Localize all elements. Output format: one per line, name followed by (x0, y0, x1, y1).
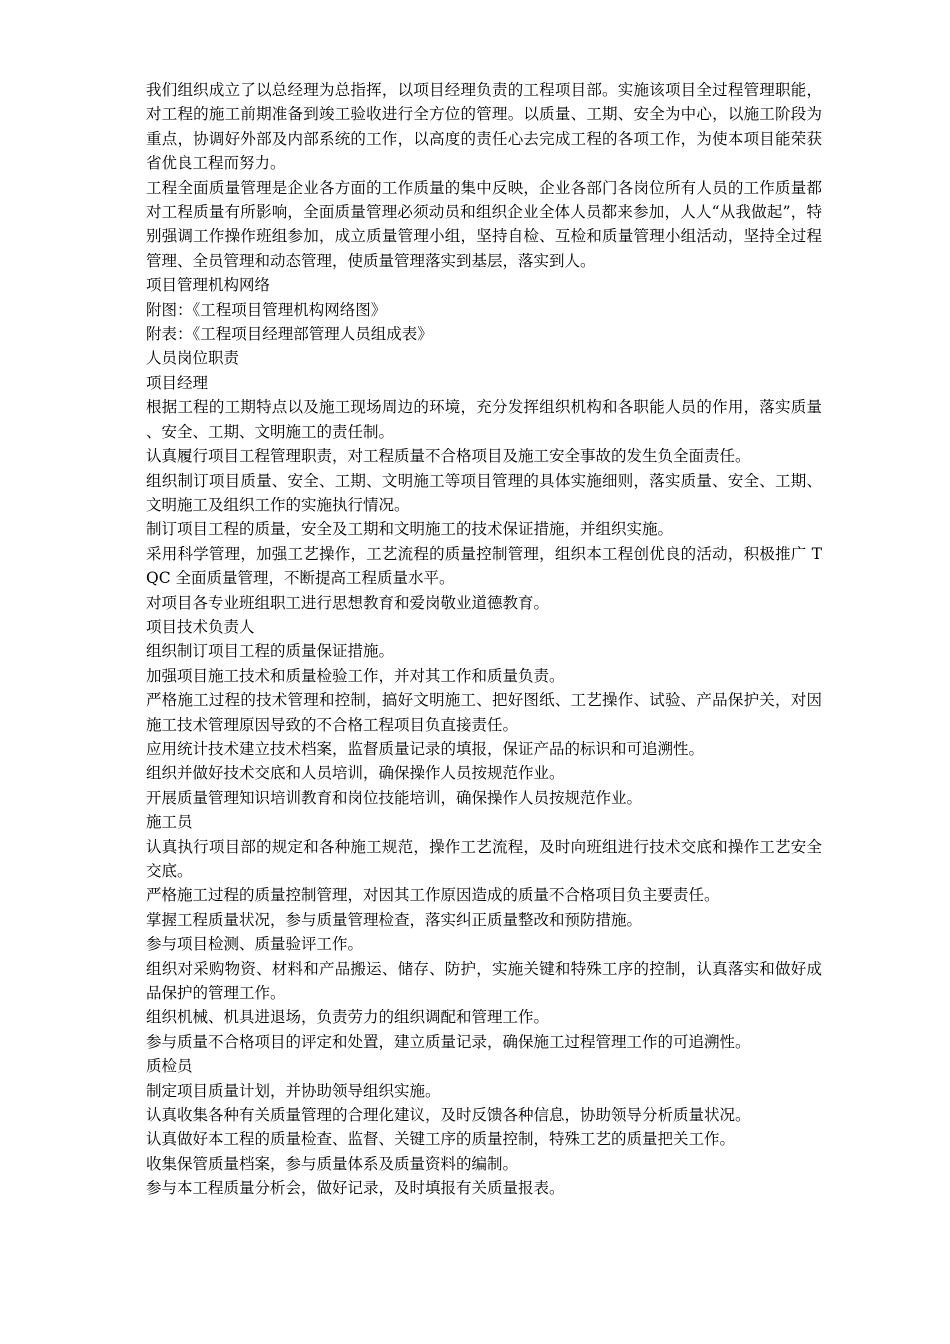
document-body (146, 78, 822, 1201)
duty-item: 严格施工过程的质量控制管理，对因其工作原因造成的质量不合格项目负主要责任。 (146, 886, 720, 905)
attachment-table: 附表：《工程项目经理部管理人员组成表》 (146, 325, 433, 344)
duty-item: 认真做好本工程的质量检查、监督、关键工序的质量控制，特殊工艺的质量把关工作。 (146, 1130, 736, 1149)
duty-item: 参与项目检测、质量验评工作。 (146, 935, 364, 954)
heading-quality-inspector: 质检员 (146, 1057, 193, 1076)
duty-item: 收集保管质量档案，参与质量体系及质量资料的编制。 (146, 1154, 519, 1173)
duty-item: 开展质量管理知识培训教育和岗位技能培训，确保操作人员按规范作业。 (146, 788, 643, 807)
heading-construction-worker: 施工员 (146, 813, 193, 832)
duty-item: 应用统计技术建立技术档案，监督质量记录的填报，保证产品的标识和可追溯性。 (146, 739, 705, 758)
duty-item: 组织机械、机具进退场，负责劳力的组织调配和管理工作。 (146, 1008, 550, 1027)
duty-item: 对项目各专业班组职工进行思想教育和爱岗敬业道德教育。 (146, 593, 550, 612)
duty-item: 制订项目工程的质量，安全及工期和文明施工的技术保证措施，并组织实施。 (146, 520, 674, 539)
duty-item: 参与质量不合格项目的评定和处置，建立质量记录，确保施工过程管理工作的可追溯性。 (146, 1032, 751, 1051)
duty-item: 组织对采购物资、材料和产品搬运、储存、防护，实施关键和特殊工序的控制，认真落实和做好成品保护的管理工作。 (146, 959, 822, 1003)
duty-item: 认真收集各种有关质量管理的合理化建议，及时反馈各种信息，协助领导分析质量状况。 (146, 1106, 751, 1125)
heading-job-duties: 人员岗位职责 (146, 349, 240, 368)
heading-project-manager: 项目经理 (146, 373, 209, 392)
duty-item: 加强项目施工技术和质量检验工作，并对其工作和质量负责。 (146, 666, 565, 685)
duty-item: 组织并做好技术交底和人员培训，确保操作人员按规范作业。 (146, 764, 565, 783)
heading-technical-lead: 项目技术负责人 (146, 617, 255, 636)
duty-item: 严格施工过程的技术管理和控制，搞好文明施工、把好图纸、工艺操作、试验、产品保护关，对因施工技术管理原因导致的不合格工程项目负直接责任。 (146, 691, 822, 734)
duty-item: 根据工程的工期特点以及施工现场周边的环境，充分发挥组织机构和各职能人员的作用，落实质量、安全、工期、文明施工的责任制。 (146, 398, 822, 441)
duty-item: 掌握工程质量状况，参与质量管理检查，落实纠正质量整改和预防措施。 (146, 910, 643, 929)
duty-item: 组织制订项目工程的质量保证措施。 (146, 642, 395, 661)
duty-item: 认真执行项目部的规定和各种施工规范，操作工艺流程，及时向班组进行技术交底和操作工艺安全交底。 (146, 837, 822, 880)
paragraph-quality-management: 工程全面质量管理是企业各方面的工作质量的集中反映，企业各部门各岗位所有人员的工作质量都对工程质量有所影响，全面质量管理必须动员和组织企业全体人员都来参加，人人“从我做起”，特别强调工作操作班组参加，成立质量管理小组，坚持自检、互检和质量管理小组活动，坚持全过程管理、全员管理和动态管理，使质量管理落实到基层，落实到人。 (146, 178, 822, 270)
duty-item: 认真履行项目工程管理职责，对工程质量不合格项目及施工安全事故的发生负全面责任。 (146, 447, 751, 466)
heading-org-network: 项目管理机构网络 (146, 276, 271, 295)
paragraph-intro: 我们组织成立了以总经理为总指挥，以项目经理负责的工程项目部。实施该项目全过程管理职能，对工程的施工前期准备到竣工验收进行全方位的管理。以质量、工期、安全为中心，以施工阶段为重点，协调好外部及内部系统的工作，以高度的责任心去完成工程的各项工作，为使本项目能荣获省优良工程而努力。 (146, 81, 822, 173)
duty-item: 组织制订项目质量、安全、工期、文明施工等项目管理的具体实施细则，落实质量、安全、工期、文明施工及组织工作的实施执行情况。 (146, 471, 822, 514)
duty-item: 参与本工程质量分析会，做好记录，及时填报有关质量报表。 (146, 1179, 565, 1198)
duty-item: 采用科学管理，加强工艺操作，工艺流程的质量控制管理，组织本工程创优良的活动，积极推广 TQC 全面质量管理，不断提高工程质量水平。 (146, 544, 822, 588)
attachment-figure: 附图：《工程项目管理机构网络图》 (146, 300, 387, 319)
duty-item: 制定项目质量计划，并协助领导组织实施。 (146, 1081, 441, 1100)
